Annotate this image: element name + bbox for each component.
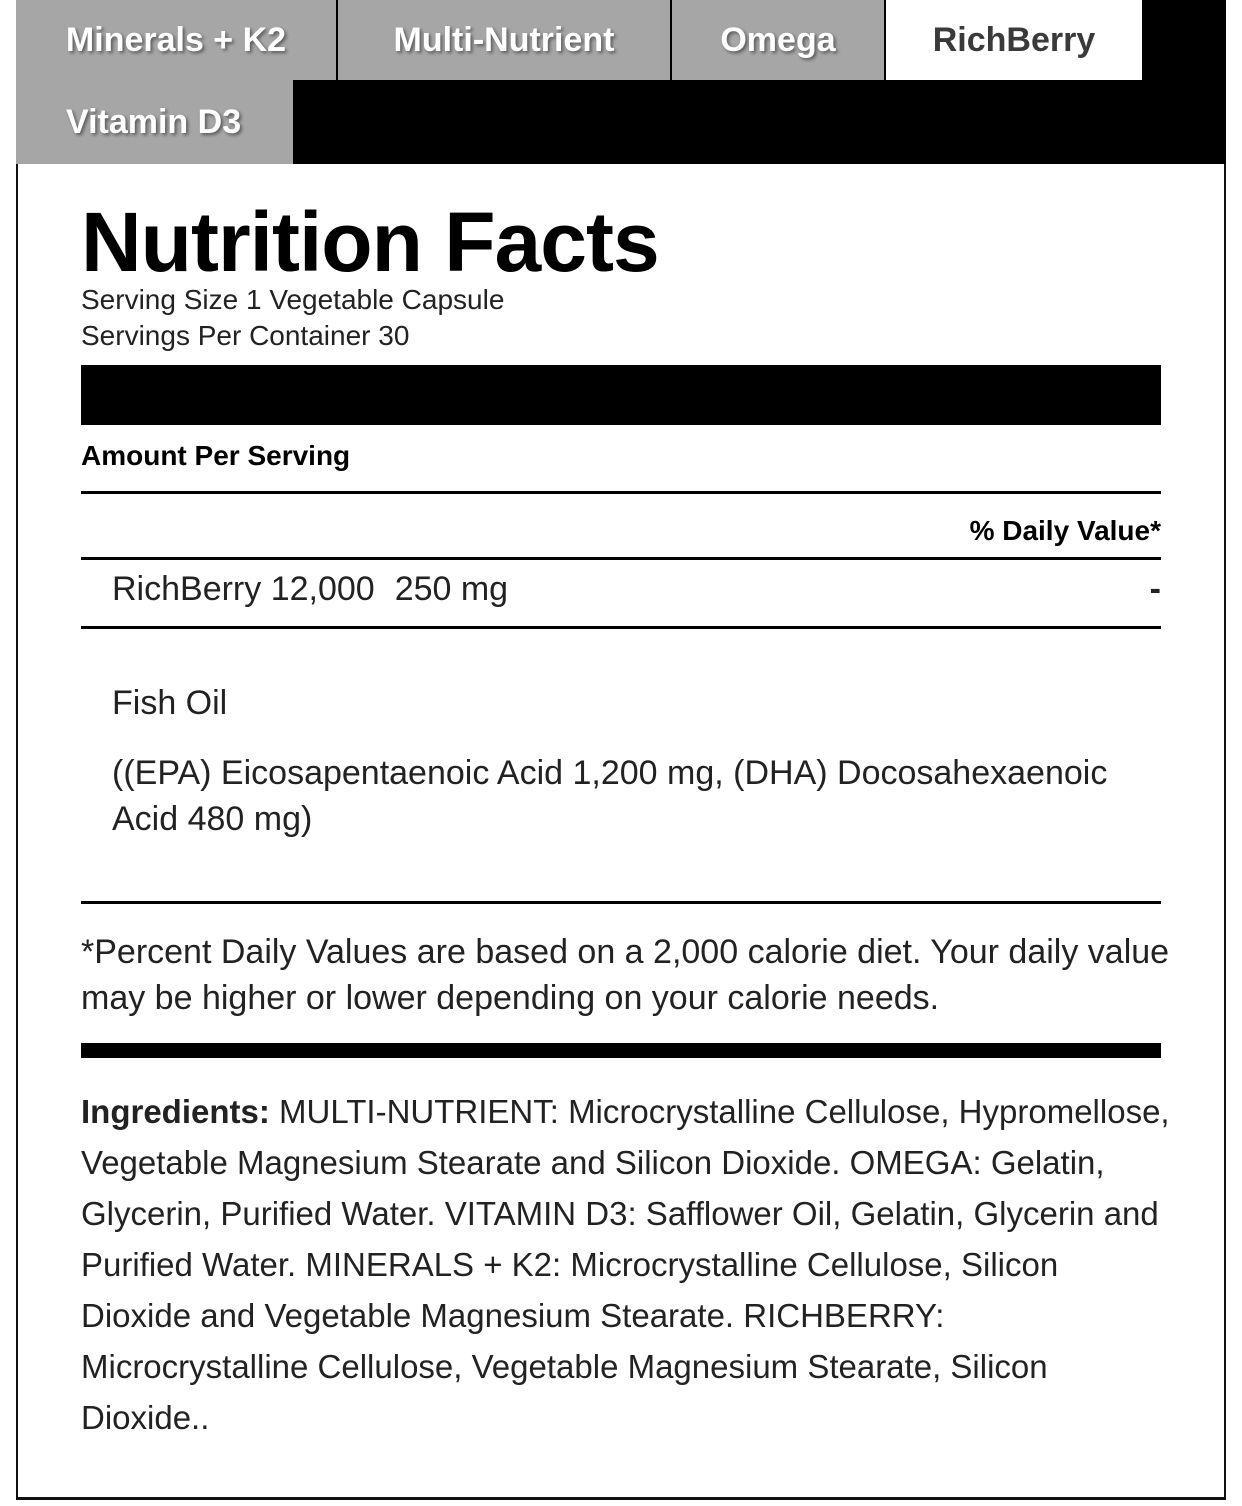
ingredients-text [81,1086,1171,1443]
nutrient-amount: 250 mg [394,570,509,608]
ingredients-label: Ingredients: [81,1093,270,1130]
thick-divider [81,365,1161,425]
tab-vitamin-d3[interactable]: Vitamin D3 [16,80,293,164]
tab-bar [16,0,1226,80]
page-title: Nutrition Facts [81,195,659,289]
nutrient-name: RichBerry 12,000 [112,570,375,608]
nutrient-row [112,570,508,609]
divider [81,626,1161,629]
other-ingredient-name: Fish Oil [112,684,228,722]
amount-per-serving-label: Amount Per Serving [81,440,351,471]
daily-value-footnote: *Percent Daily Values are based on a 2,000 calorie diet. Your daily value may be higher or lower depending on your calorie needs. [81,933,1170,1017]
divider [81,901,1161,904]
servings-per-container: Servings Per Container 30 [81,320,410,351]
tab-multi-nutrient[interactable]: Multi-Nutrient [338,0,670,80]
tab-bar-row-2 [16,80,1226,164]
tab-minerals-k2[interactable]: Minerals + K2 [16,0,336,80]
divider [81,557,1161,560]
thick-divider [81,1043,1161,1058]
nutrient-daily-value: - [1149,570,1161,608]
ingredients-list: MULTI-NUTRIENT: Microcrystalline Cellulose, Hypromellose, Vegetable Magnesium Stearate and Silicon Dioxide. OMEGA: Gelatin, Glycerin, Purified Water. VITAMIN D3: Safflower Oil, Gelatin, Glycerin and Purified Water. MINERALS + K2: Microcrystalline Cellulose, Silicon Dioxide and Vegetable Magnesium Stearate. RICHBERRY: Microcrystalline Cellulose, Vegetable Magnesium Stearate, Silicon Dioxide.. [81,1093,1170,1436]
other-ingredient-detail: ((EPA) Eicosapentaenoic Acid 1,200 mg, (DHA) Docosahexaenoic Acid 480 mg) [112,754,1108,838]
daily-value-header: % Daily Value* [969,515,1161,546]
serving-size: Serving Size 1 Vegetable Capsule [81,284,505,315]
tab-omega[interactable]: Omega [672,0,884,80]
tab-richberry[interactable]: RichBerry [886,0,1142,80]
divider [81,491,1161,494]
